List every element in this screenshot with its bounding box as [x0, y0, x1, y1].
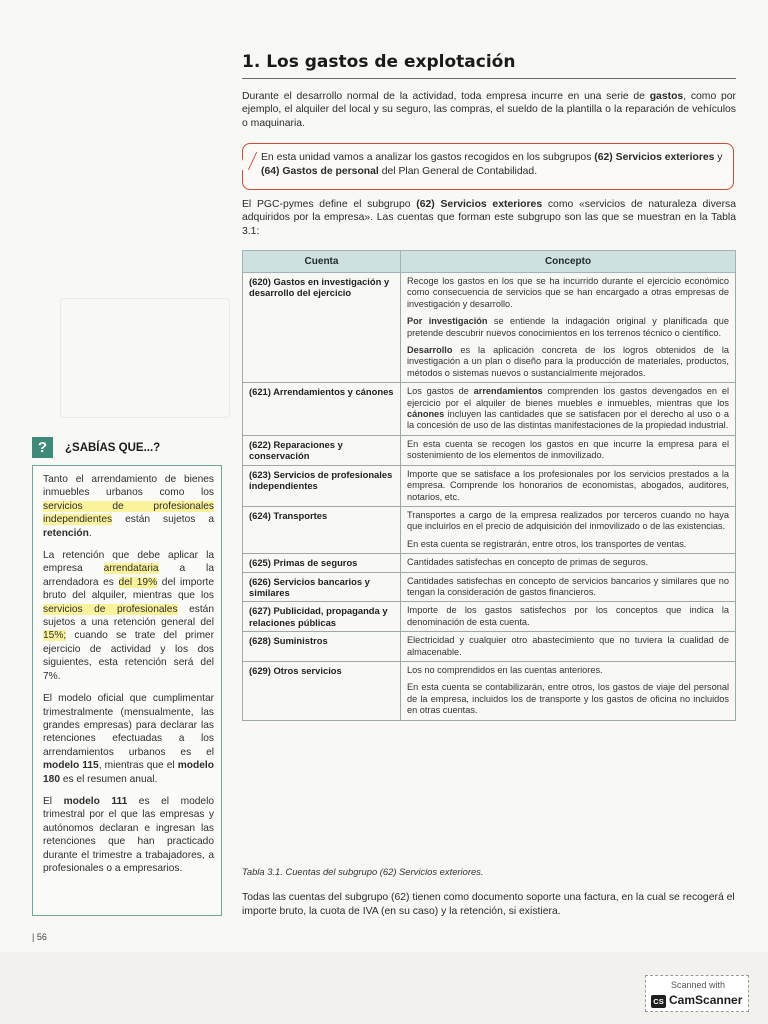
cuenta-622: (622) Reparaciones y conservación: [243, 435, 401, 465]
sidebar-paragraph-2: La retención que debe aplicar la empresa arrendataria a la arrendadora es del 19% del importe bruto del alquiler, mientras que los servicios de profesionales están sujetos a una retención general del 15%; cuando se trate del primer ejercicio de actividad y los dos siguientes, esta retención será del 7%.: [43, 550, 214, 682]
table-header-row: [243, 251, 736, 273]
concepto-623: Importe que se satisface a los profesionales por los servicios prestados a la empresa. Comprende los honorarios de economistas, abogados, auditores, notarios, etc.: [401, 465, 736, 506]
unit-number-ghost: [30, 22, 120, 82]
cuenta-625: (625) Primas de seguros: [243, 554, 401, 572]
callout-box: En esta unidad vamos a analizar los gastos recogidos en los subgrupos (62) Servicios exteriores y (64) Gastos de personal del Plan General de Contabilidad.: [242, 143, 734, 190]
header-concepto: Concepto: [401, 251, 736, 273]
section-title: 1. Los gastos de explotación: [242, 52, 516, 72]
concepto-620: Recoge los gastos en los que se ha incurrido durante el ejercicio económico como consecuencia de servicios que se han encargado a otras empresas de investigación y desarrollo. Por investigación se entiende la indagación original y planificada que pretende descubrir nuevos conocimientos en los terrenos técnico o científico. Desarrollo es la aplicación concreta de los logros obtenidos de la investigación a un plan o diseño para la producción de materiales, productos, métodos o sistemas nuevos o sustancialmente mejorados.: [401, 273, 736, 383]
watermark-caption: Scanned with: [670, 980, 726, 990]
camscanner-watermark: [645, 975, 749, 1012]
cuenta-620: (620) Gastos en investigación y desarrollo del ejercicio: [243, 273, 401, 383]
sidebar-paragraph-3: El modelo oficial que cumplimentar trimestralmente (mensualmente, las grandes empresas) para declarar las retenciones efectuadas a los arrendamientos urbanos es el modelo 115, mientras que el modelo 180 es el resumen anual.: [43, 693, 214, 785]
accounts-table: [242, 250, 736, 721]
title-divider: [242, 78, 736, 79]
concepto-627: Importe de los gastos satisfechos por los conceptos que indica la denominación de esta cuenta.: [401, 602, 736, 632]
cuenta-628: (628) Suministros: [243, 632, 401, 662]
table-row: [243, 661, 736, 720]
camscanner-logo-icon: CS: [651, 995, 666, 1008]
sidebar-title: ¿SABÍAS QUE...?: [65, 442, 161, 454]
cuenta-626: (626) Servicios bancarios y similares: [243, 572, 401, 602]
concepto-628: Electricidad y cualquier otro abastecimiento que no tuviera la cualidad de almacenable.: [401, 632, 736, 662]
concepto-621: Los gastos de arrendamientos comprenden los gastos devengados en el ejercicio por el alquiler de bienes muebles e inmuebles, mientras que los cánones incluyen las cantidades que se satisfacen por el derecho al uso o a la concesión de uso de las distintas manifestaciones de la propiedad industrial.: [401, 383, 736, 436]
intro-paragraph: Durante el desarrollo normal de la actividad, toda empresa incurre en una serie de gastos, como por ejemplo, el alquiler del local y su seguro, las compras, el sueldo de la plantilla o la reparación de vehículos o maquinaria.: [242, 91, 736, 129]
ghost-box: [60, 298, 230, 418]
table-caption: Tabla 3.1. Cuentas del subgrupo (62) Servicios exteriores.: [242, 866, 484, 877]
cuenta-623: (623) Servicios de profesionales independientes: [243, 465, 401, 506]
table-row: [243, 572, 736, 602]
page-number: | 56: [32, 932, 47, 942]
pgc-paragraph: El PGC-pymes define el subgrupo (62) Servicios exteriores como «servicios de naturaleza diversa adquiridos por la empresa». Las cuentas que forman este subgrupo son las que se muestran en la Tabla 3.1:: [242, 199, 737, 237]
table-row: [243, 602, 736, 632]
cuenta-627: (627) Publicidad, propaganda y relaciones públicas: [243, 602, 401, 632]
cuenta-621: (621) Arrendamientos y cánones: [243, 383, 401, 436]
cuenta-624: (624) Transportes: [243, 506, 401, 553]
sidebar-paragraph-4: El modelo 111 es el modelo trimestral por el que las empresas y autónomos declaran e ingresan las retenciones que han practicado durante el trimestre a trabajadores, a profesionales o a empresarios.: [43, 795, 215, 874]
table-row: [243, 554, 736, 572]
table-row: [243, 383, 736, 436]
table-row: [243, 506, 736, 553]
concepto-624: Transportes a cargo de la empresa realizados por terceros cuando no haya que incluirlos en el precio de adquisición del inmovilizado o de las existencias. En esta cuenta se registrarán, entre otros, los transportes de ventas.: [401, 506, 736, 553]
table-row: [243, 465, 736, 506]
closing-paragraph: Todas las cuentas del subgrupo (62) tienen como documento soporte una factura, en la cual se recogerá el importe bruto, la cuota de IVA (en su caso) y la retención, si existiera.: [242, 892, 735, 917]
question-icon: ?: [32, 437, 53, 458]
concepto-622: En esta cuenta se recogen los gastos en que incurre la empresa para el sostenimiento de los elementos de inmovilizado.: [401, 435, 736, 465]
sidebar-box: [32, 465, 222, 916]
sidebar-paragraph-1: Tanto el arrendamiento de bienes inmuebles urbanos como los servicios de profesionales independientes están sujetos a retención.: [43, 474, 214, 539]
watermark-brand: CamScanner: [669, 993, 743, 1007]
header-cuenta: Cuenta: [243, 251, 401, 273]
concepto-626: Cantidades satisfechas en concepto de servicios bancarios y similares que no tengan la consideración de gastos financieros.: [401, 572, 736, 602]
cuenta-629: (629) Otros servicios: [243, 661, 401, 720]
concepto-625: Cantidades satisfechas en concepto de primas de seguros.: [401, 554, 736, 572]
table-row: [243, 632, 736, 662]
table-row: [243, 435, 736, 465]
table-row: [243, 273, 736, 383]
concepto-629: Los no comprendidos en las cuentas anteriores. En esta cuenta se contabilizarán, entre otros, los gastos de viaje del personal de la empresa, incluidos los de transporte y los gastos de oficina no incluidos en otras cuentas.: [401, 661, 736, 720]
